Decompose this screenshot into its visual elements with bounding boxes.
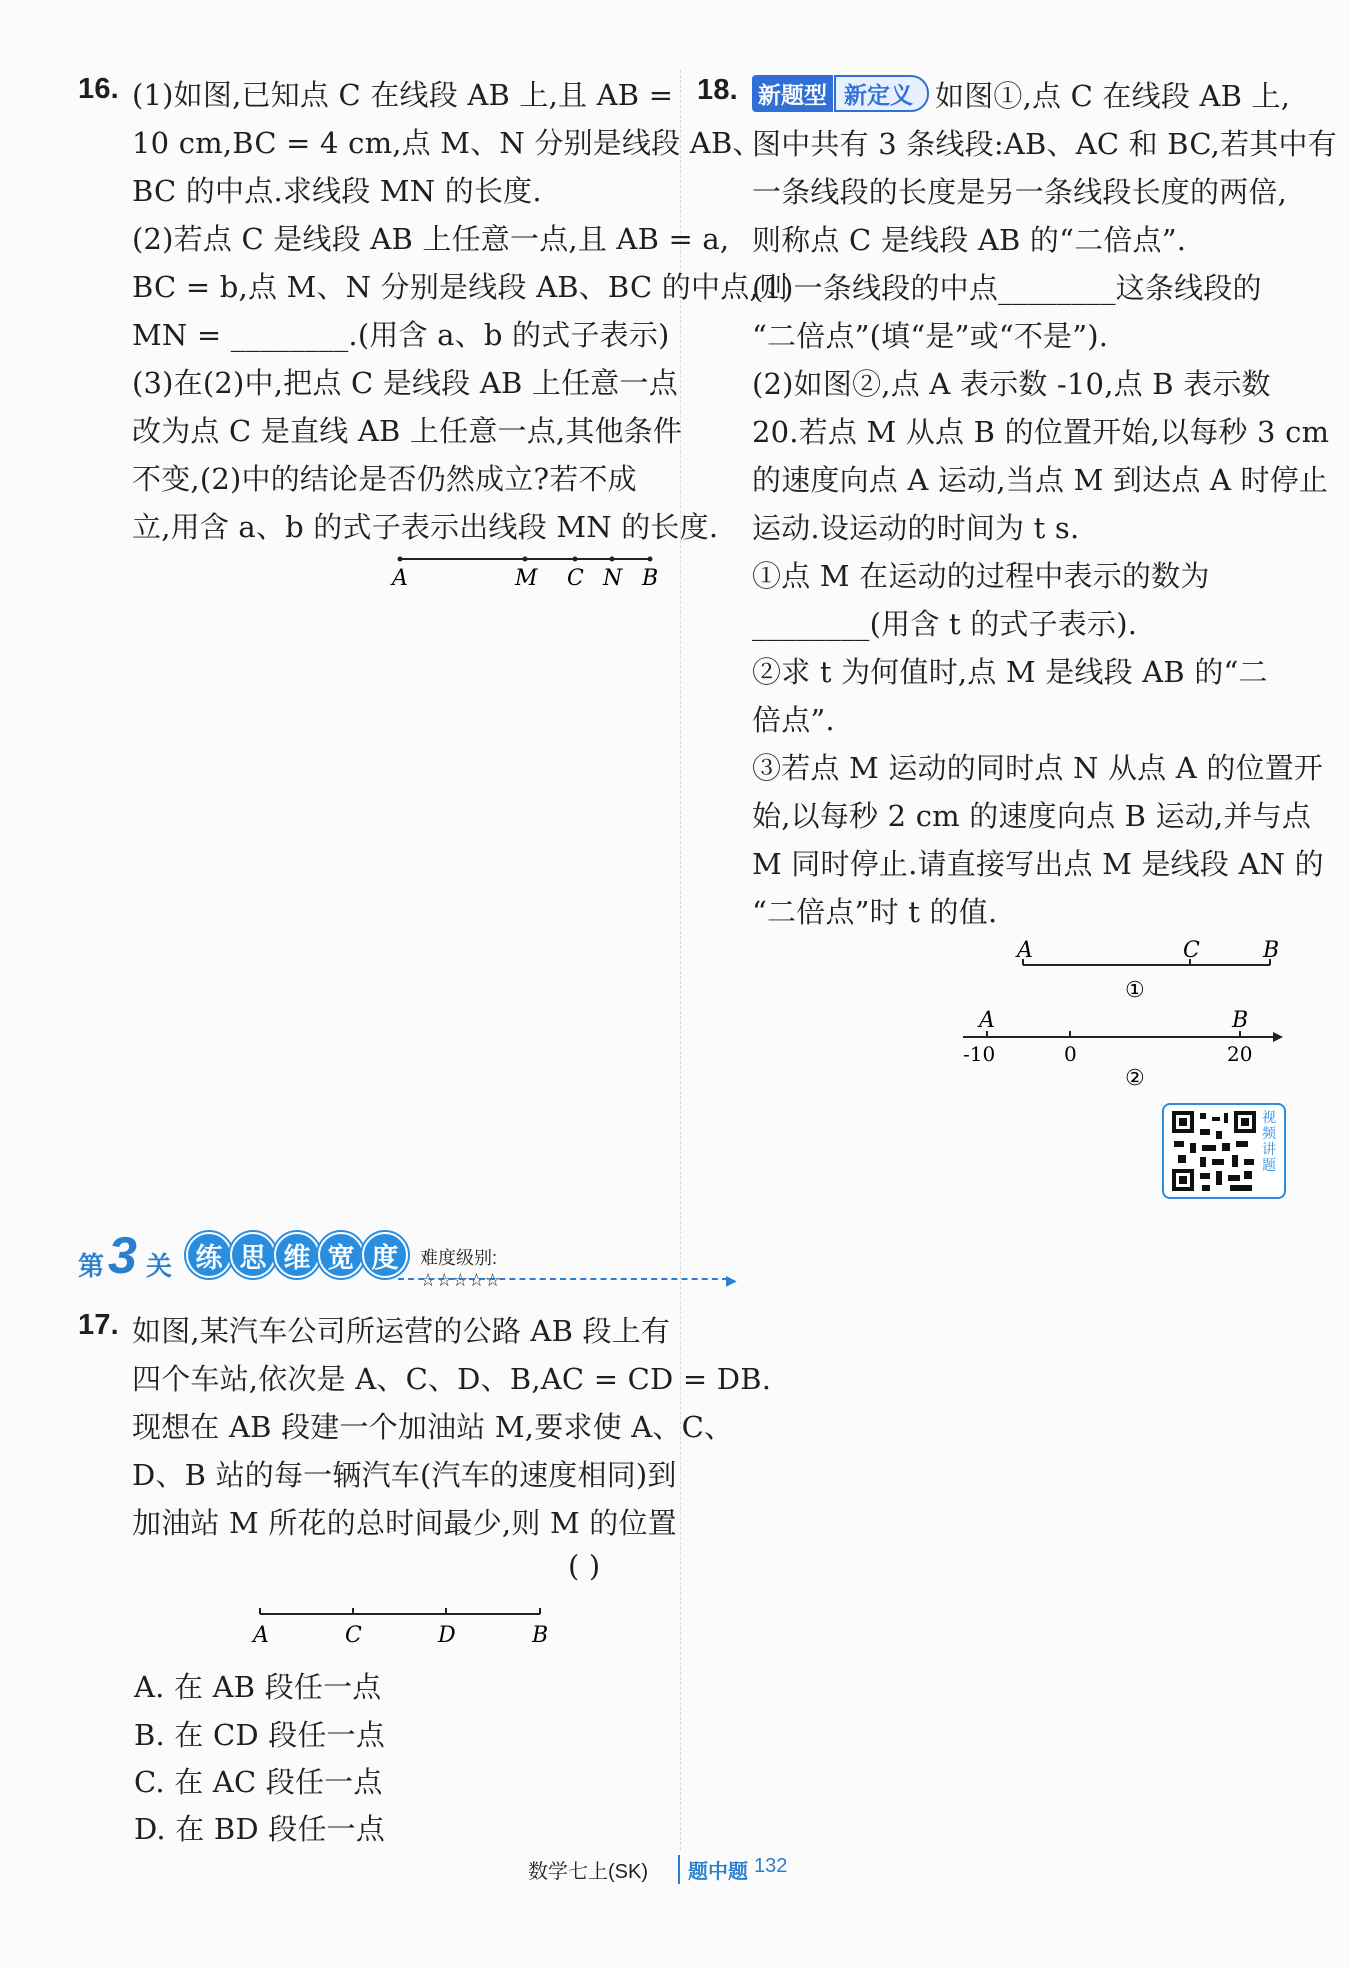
q16-line: (2)若点 C 是线段 AB 上任意一点,且 AB = a, — [132, 222, 730, 256]
q17-line: D、B 站的每一辆汽车(汽车的速度相同)到 — [132, 1458, 677, 1492]
q16-line: (1)如图,已知点 C 在线段 AB 上,且 AB = — [132, 78, 674, 112]
station-label: A — [253, 1623, 269, 1648]
q18-line: 倍点”. — [752, 703, 835, 737]
q16-line: 立,用含 a、b 的式子表示出线段 MN 的长度. — [132, 510, 719, 544]
q18-figure-2-number-line — [955, 1005, 1285, 1095]
point-label: A — [1017, 938, 1033, 963]
q18-line: 如图①,点 C 在线段 AB 上, — [935, 79, 1291, 113]
point-label: B — [642, 566, 659, 591]
column-divider — [680, 70, 681, 1850]
level-prefix: 第 — [78, 1251, 105, 1281]
q16-line: MN = ________.(用含 a、b 的式子表示) — [132, 318, 670, 352]
title-char: 宽 — [318, 1232, 364, 1278]
footer-series: 题中题 — [678, 1855, 748, 1884]
q17-line: 如图,某汽车公司所运营的公路 AB 段上有 — [132, 1314, 671, 1348]
page-number: 132 — [754, 1855, 788, 1877]
question-number: 17. — [78, 1309, 119, 1341]
title-char: 度 — [362, 1232, 408, 1278]
title-char: 思 — [230, 1232, 276, 1278]
q18-line: 运动.设运动的时间为 t s. — [752, 511, 1080, 545]
qr-code[interactable] — [1162, 1103, 1286, 1199]
answer-bracket: ( ) — [568, 1549, 601, 1583]
title-char: 练 — [186, 1232, 232, 1278]
q18-line: M 同时停止.请直接写出点 M 是线段 AN 的 — [752, 847, 1324, 881]
option-a: A. 在 AB 段任一点 — [134, 1670, 382, 1704]
q16-segment-figure — [380, 545, 670, 595]
point-label: B — [1263, 938, 1280, 963]
q18-line: “二倍点”时 t 的值. — [752, 895, 998, 929]
q18-line: “二倍点”(填“是”或“不是”). — [752, 319, 1109, 353]
footer-book-title: 数学七上(SK) — [528, 1861, 648, 1883]
point-label: N — [603, 566, 623, 591]
arrow-icon: ▶ — [726, 1272, 737, 1288]
point-label: C — [567, 566, 584, 591]
q18-line: 则称点 C 是线段 AB 的“二倍点”. — [752, 223, 1187, 257]
figure-caption: ① — [1125, 978, 1145, 1003]
tick-label: 0 — [1064, 1042, 1077, 1066]
q18-line: 20.若点 M 从点 B 的位置开始,以每秒 3 cm — [752, 415, 1330, 449]
title-char: 维 — [274, 1232, 320, 1278]
tag-new-type: 新题型 — [752, 75, 833, 112]
station-label: D — [438, 1623, 456, 1648]
q16-line: BC 的中点.求线段 MN 的长度. — [132, 174, 542, 208]
point-label: B — [1232, 1008, 1249, 1033]
q16-line: (3)在(2)中,把点 C 是线段 AB 上任意一点 — [132, 366, 678, 400]
dashed-underline — [398, 1278, 728, 1280]
level-number: 3 — [108, 1227, 137, 1285]
station-label: C — [345, 1623, 362, 1648]
q18-line: ②求 t 为何值时,点 M 是线段 AB 的“二 — [752, 655, 1268, 689]
q18-line: (1)一条线段的中点________这条线段的 — [752, 271, 1262, 305]
point-label: C — [1183, 938, 1200, 963]
q17-line: 加油站 M 所花的总时间最少,则 M 的位置 — [132, 1506, 677, 1540]
q18-line: ①点 M 在运动的过程中表示的数为 — [752, 559, 1210, 593]
figure-caption: ② — [1125, 1066, 1145, 1091]
station-label: B — [532, 1623, 549, 1648]
q17-line: 现想在 AB 段建一个加油站 M,要求使 A、C、 — [132, 1410, 734, 1444]
q18-line: (2)如图②,点 A 表示数 -10,点 B 表示数 — [752, 367, 1271, 401]
q18-figure-1 — [1005, 935, 1295, 1005]
q18-line: 的速度向点 A 运动,当点 M 到达点 A 时停止 — [752, 463, 1329, 497]
qr-label: 视频讲题 — [1262, 1109, 1276, 1173]
option-d: D. 在 BD 段任一点 — [134, 1812, 386, 1846]
q17-line: 四个车站,依次是 A、C、D、B,AC = CD = DB. — [132, 1362, 772, 1396]
q18-line: 始,以每秒 2 cm 的速度向点 B 运动,并与点 — [752, 799, 1312, 833]
option-c: C. 在 AC 段任一点 — [134, 1765, 383, 1799]
question-number: 18. — [697, 74, 738, 106]
point-label: A — [392, 566, 408, 591]
question-number: 16. — [78, 73, 119, 105]
difficulty-rating: 难度级别: ☆☆☆☆☆ — [420, 1248, 501, 1290]
q16-line: 改为点 C 是直线 AB 上任意一点,其他条件 — [132, 414, 683, 448]
level-suffix: 关 — [146, 1251, 173, 1281]
tag-new-definition: 新定义 — [834, 75, 929, 112]
q16-line: BC = b,点 M、N 分别是线段 AB、BC 的中点,则 — [132, 270, 789, 304]
q16-line: 不变,(2)中的结论是否仍然成立?若不成 — [132, 462, 637, 496]
q18-line: 一条线段的长度是另一条线段长度的两倍, — [752, 175, 1288, 209]
point-label: M — [515, 566, 538, 591]
tick-label: -10 — [963, 1042, 996, 1066]
q18-line: 图中共有 3 条线段:AB、AC 和 BC,若其中有 — [752, 127, 1337, 161]
q18-line: ③若点 M 运动的同时点 N 从点 A 的位置开 — [752, 751, 1324, 785]
qr-code-icon — [1170, 1109, 1258, 1193]
option-b: B. 在 CD 段任一点 — [134, 1718, 386, 1752]
level-title — [186, 1232, 406, 1278]
q17-road-figure — [245, 1600, 555, 1650]
tick-label: 20 — [1227, 1042, 1253, 1066]
q16-line: 10 cm,BC = 4 cm,点 M、N 分别是线段 AB、 — [132, 126, 762, 160]
q18-line: ________(用含 t 的式子表示). — [752, 607, 1138, 641]
point-label: A — [979, 1008, 995, 1033]
